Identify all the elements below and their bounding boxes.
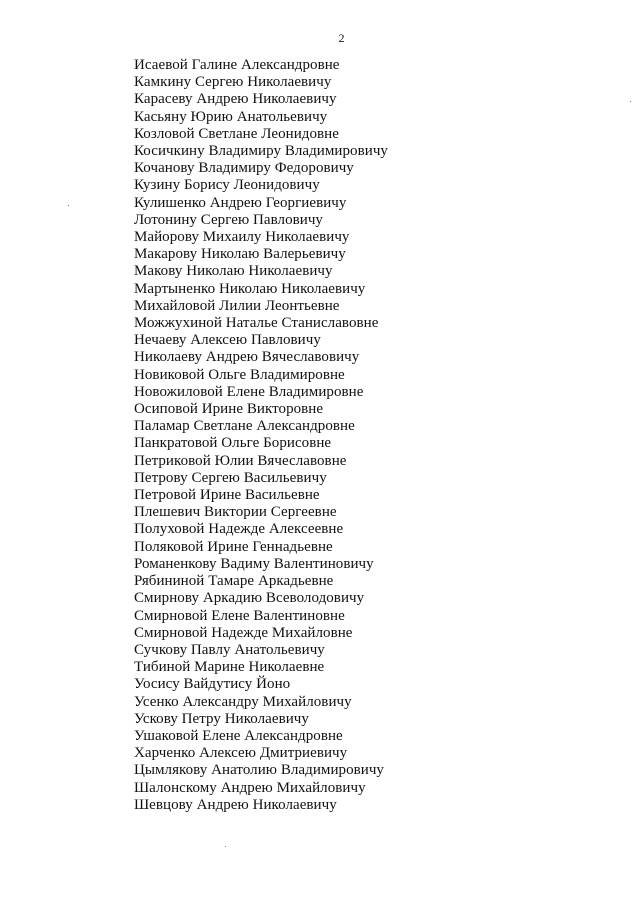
list-item: Ушаковой Елене Александровне — [134, 727, 343, 744]
list-item: Николаеву Андрею Вячеславовичу — [134, 349, 360, 366]
list-item: Смирнову Аркадию Всеволодовичу — [134, 590, 365, 607]
list-item: Осиповой Ирине Викторовне — [134, 401, 324, 418]
list-item: Шалонскому Андрею Михайловичу — [134, 779, 366, 796]
list-item: Смирновой Елене Валентиновне — [134, 607, 345, 624]
list-item: Касьяну Юрию Анатольевичу — [134, 108, 328, 125]
list-item: Паламар Светлане Александровне — [134, 418, 355, 435]
list-item: Новиковой Ольге Владимировне — [134, 366, 345, 383]
list-item: Козловой Светлане Леонидовне — [134, 125, 339, 142]
list-item: Макову Николаю Николаевичу — [134, 263, 333, 280]
list-item: Ускову Петру Николаевичу — [134, 710, 309, 727]
list-item: Плешевич Виктории Сергеевне — [134, 504, 337, 521]
list-item: Можжухиной Наталье Станиславовне — [134, 315, 379, 332]
list-item: Макарову Николаю Валерьевичу — [134, 246, 346, 263]
list-item: Романенкову Вадиму Валентиновичу — [134, 555, 374, 572]
list-item: Тибиной Марине Николаевне — [134, 659, 325, 676]
list-item: Шевцову Андрею Николаевичу — [134, 796, 337, 813]
list-item: Мартыненко Николаю Николаевичу — [134, 280, 366, 297]
page-number: 2 — [338, 31, 345, 45]
list-item: Михайловой Лилии Леонтьевне — [134, 297, 340, 314]
list-item: Новожиловой Елене Владимировне — [134, 383, 364, 400]
list-item: Карасеву Андрею Николаевичу — [134, 91, 337, 108]
list-item: Смирновой Надежде Михайловне — [134, 624, 353, 641]
list-item: Камкину Сергею Николаевичу — [134, 74, 332, 91]
list-item: Кочанову Владимиру Федоровичу — [134, 160, 354, 177]
recipient-name-list — [134, 57, 388, 814]
list-item: Харченко Алексею Дмитриевичу — [134, 745, 348, 762]
list-item: Уосису Вайдутису Йоно — [134, 676, 291, 693]
list-item: Петриковой Юлии Вячеславовне — [134, 452, 347, 469]
list-item: Исаевой Галине Александровне — [134, 57, 340, 73]
list-item: Цымлякову Анатолию Владимировичу — [134, 762, 384, 779]
scan-speck — [225, 846, 226, 847]
list-item: Кузину Борису Леонидовичу — [134, 177, 320, 194]
list-item: Панкратовой Ольге Борисовне — [134, 435, 332, 452]
list-item: Полуховой Надежде Алексеевне — [134, 521, 344, 538]
list-item: Рябининой Тамаре Аркадьевне — [134, 573, 334, 590]
list-item: Кулишенко Андрею Георгиевичу — [134, 194, 347, 211]
list-item: Лотонину Сергею Павловичу — [134, 211, 323, 228]
scan-speck — [630, 101, 631, 102]
list-item: Косичкину Владимиру Владимировичу — [134, 143, 388, 160]
list-item: Майорову Михаилу Николаевичу — [134, 229, 350, 246]
list-item: Поляковой Ирине Геннадьевне — [134, 538, 333, 555]
list-item: Усенко Александру Михайловичу — [134, 693, 352, 710]
scan-speck — [68, 205, 69, 206]
list-item: Нечаеву Алексею Павловичу — [134, 332, 321, 349]
list-item: Петровой Ирине Васильевне — [134, 487, 320, 504]
list-item: Петрову Сергею Васильевичу — [134, 469, 327, 486]
list-item: Сучкову Павлу Анатольевичу — [134, 641, 325, 658]
